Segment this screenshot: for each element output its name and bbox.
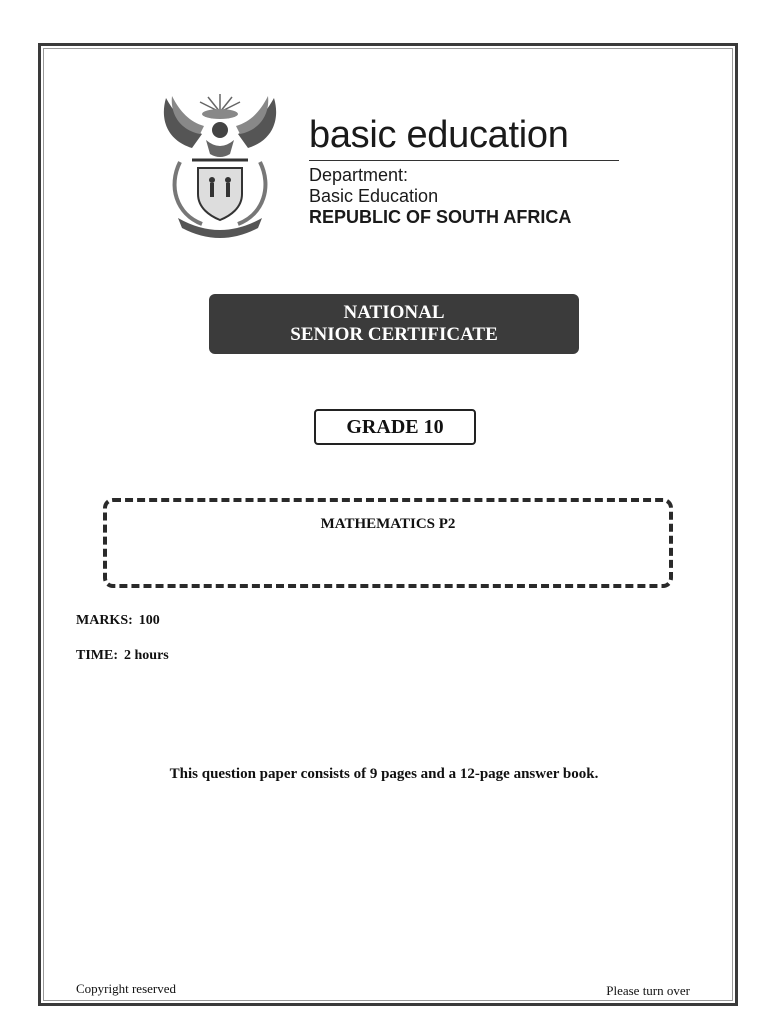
department-label: Department: bbox=[309, 165, 409, 185]
certificate-line2: SENIOR CERTIFICATE bbox=[290, 324, 498, 345]
department-name: Basic Education bbox=[309, 186, 439, 206]
time-label: TIME: bbox=[76, 648, 118, 663]
country-name: REPUBLIC OF SOUTH AFRICA bbox=[309, 207, 572, 227]
copyright-footer: Copyright reserved bbox=[76, 981, 177, 996]
brand-title: basic education bbox=[309, 113, 619, 161]
brand-block bbox=[309, 113, 619, 228]
turn-over-footer: Please turn over bbox=[606, 983, 690, 998]
marks-line bbox=[76, 613, 160, 629]
marks-label: MARKS: bbox=[76, 613, 133, 628]
grade-label: GRADE 10 bbox=[314, 409, 476, 445]
marks-value: 100 bbox=[138, 613, 160, 628]
time-value: 2 hours bbox=[124, 648, 169, 663]
certificate-line1: NATIONAL bbox=[343, 302, 445, 323]
pages-note: This question paper consists of 9 pages and a 12-page answer book. bbox=[169, 766, 599, 782]
certificate-banner bbox=[209, 294, 579, 354]
subject-title: MATHEMATICS P2 bbox=[320, 516, 456, 532]
coat-of-arms-icon bbox=[158, 90, 282, 238]
time-line bbox=[76, 648, 169, 664]
subject-box bbox=[103, 498, 673, 588]
